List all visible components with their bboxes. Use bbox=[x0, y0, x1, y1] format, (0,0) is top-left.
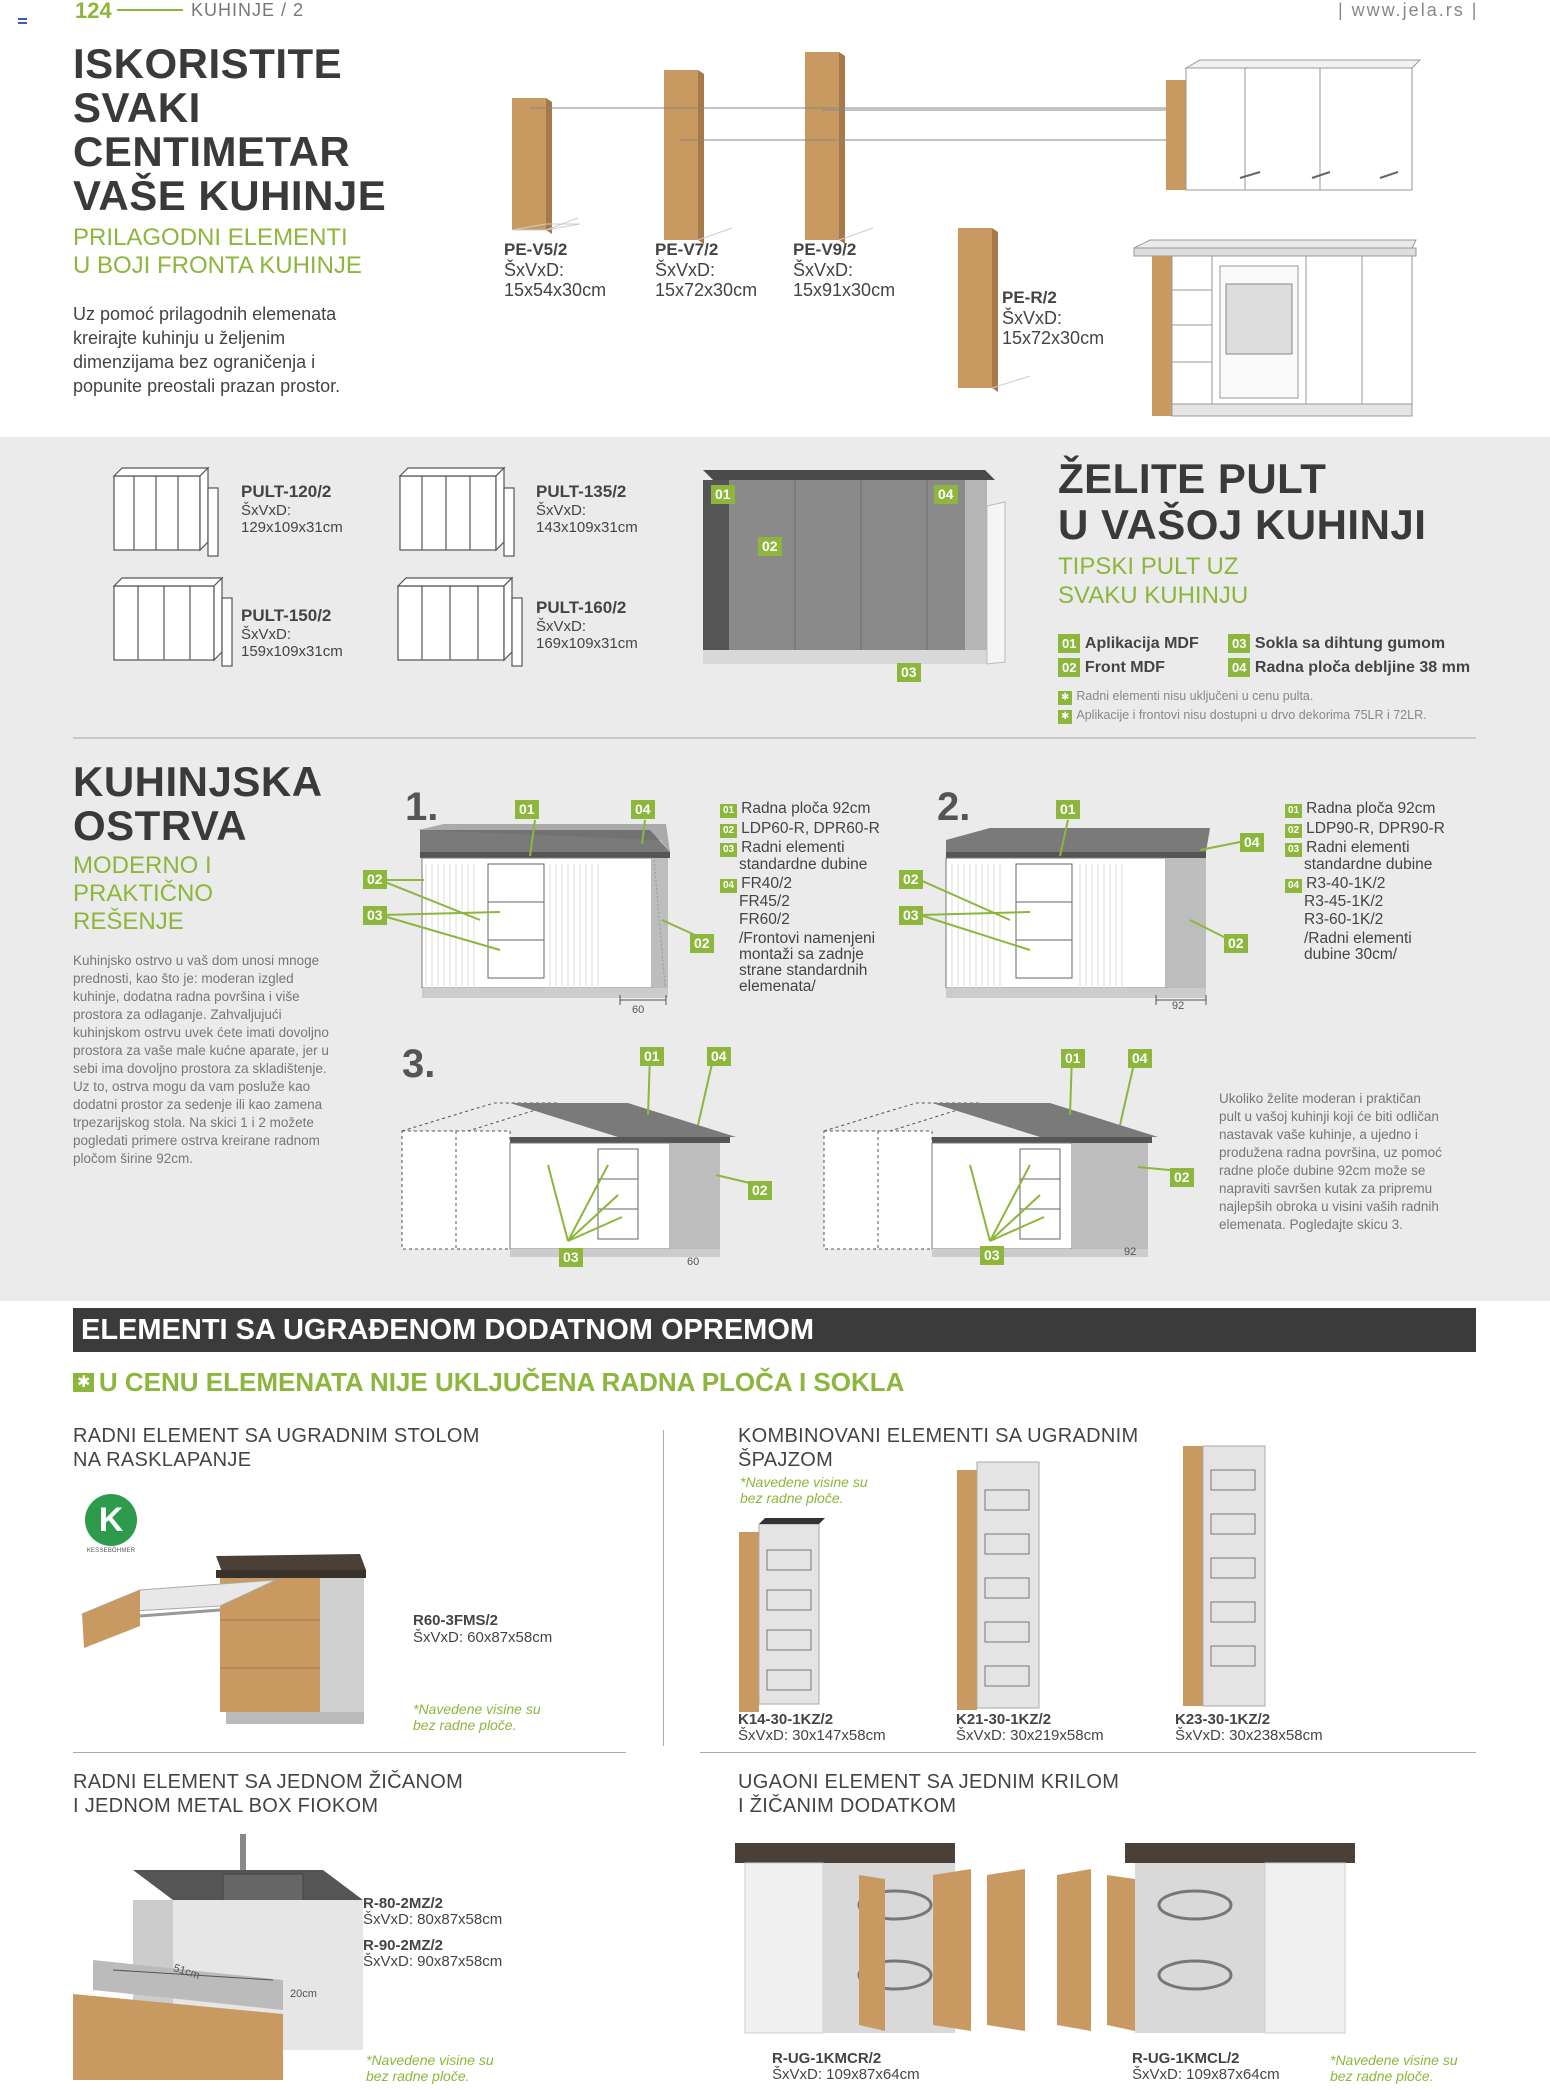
intro-title-line: SVAKI bbox=[73, 84, 201, 131]
legend-text: Radna ploča debljine 38 mm bbox=[1254, 659, 1471, 676]
legend-text: R3-40-1K/2 bbox=[1306, 875, 1386, 892]
intro-subtitle-line: PRILAGODNI ELEMENTI bbox=[73, 224, 348, 251]
hr-right bbox=[700, 1752, 1476, 1753]
pult-dims: 143x109x31cm bbox=[536, 519, 638, 536]
pult-note-text: Aplikacije i frontovi nisu dostupni u drvo dekorima 75LR i 72LR. bbox=[1076, 708, 1427, 722]
hr-left bbox=[73, 1752, 626, 1753]
legend-badge: 03 bbox=[720, 843, 737, 857]
note-line: *Navedene visine su bbox=[740, 1474, 868, 1490]
legend-text: Radni elementi bbox=[1306, 839, 1410, 856]
note-line: bez radne ploče. bbox=[366, 2068, 470, 2084]
s3a-width: 60 bbox=[687, 1256, 700, 1268]
ostrvo-body-line: pogledati primere ostrva kreirane radnom bbox=[73, 1133, 320, 1148]
product-code: PE-V9/2 bbox=[793, 240, 857, 259]
pult-notes bbox=[1058, 687, 1427, 725]
cat3-title bbox=[73, 1770, 463, 1818]
cat4-corner-images bbox=[735, 1835, 1475, 2045]
corner-right bbox=[735, 1843, 1025, 2033]
note-line: bez radne ploče. bbox=[740, 1490, 844, 1506]
s3a-label-02: 02 bbox=[748, 1181, 772, 1200]
product-dims-label: ŠxVxD: bbox=[1002, 308, 1063, 328]
legend-note-line: montaži sa zadnje bbox=[739, 946, 864, 963]
intro-title-line: VAŠE KUHINJE bbox=[73, 172, 387, 219]
ostrvo-body-line: Uz to, ostrva mogu da vam posluže kao bbox=[73, 1079, 311, 1094]
pult-code: PULT-135/2 bbox=[536, 482, 627, 501]
product-code: R60-3FMS/2 bbox=[413, 1612, 499, 1629]
legend-entry bbox=[720, 800, 920, 818]
product-pe-v7 bbox=[655, 240, 757, 300]
s3a-label-03: 03 bbox=[559, 1248, 583, 1267]
cat-title-line: RADNI ELEMENT SA JEDNOM ŽIČANOM bbox=[73, 1771, 464, 1793]
legend-badge: 03 bbox=[1285, 843, 1302, 857]
panel-pe-v5 bbox=[512, 98, 580, 234]
legend-text: R3-45-1K/2 bbox=[1304, 893, 1384, 910]
pult-legend-item bbox=[1058, 634, 1199, 653]
intro-title-line: CENTIMETAR bbox=[73, 128, 351, 175]
sketch-3-text bbox=[1219, 1090, 1489, 1234]
legend-entry bbox=[720, 875, 920, 929]
legend-badge: 04 bbox=[1285, 879, 1302, 893]
legend-text: R3-60-1K/2 bbox=[1304, 911, 1384, 928]
pantry-k21 bbox=[957, 1462, 1039, 1710]
product-dims: ŠxVxD: 109x87x64cm bbox=[1132, 2066, 1280, 2083]
legend-text: Aplikacija MDF bbox=[1084, 635, 1199, 652]
vertical-divider bbox=[663, 1430, 664, 1746]
legend-text: LDP90-R, DPR90-R bbox=[1306, 820, 1445, 837]
cat-title-line: I ŽIČANIM DODATKOM bbox=[738, 1795, 957, 1817]
cat-title-line: KOMBINOVANI ELEMENTI SA UGRADNIM bbox=[738, 1425, 1139, 1447]
star-icon: ✱ bbox=[1058, 710, 1072, 724]
island-sketch-1 bbox=[360, 800, 720, 1020]
product-code: PE-V5/2 bbox=[504, 240, 568, 259]
s1-label-04: 04 bbox=[631, 800, 655, 819]
logo-text: KESSEBÖHMER bbox=[86, 1548, 136, 1554]
product-code: K23-30-1KZ/2 bbox=[1175, 1711, 1271, 1728]
s3b-label-02: 02 bbox=[1170, 1168, 1194, 1187]
product-dims: ŠxVxD: 80x87x58cm bbox=[363, 1911, 503, 1928]
product-dims-label: ŠxVxD: bbox=[655, 260, 716, 280]
cat2-pantry-images bbox=[735, 1440, 1315, 1720]
ostrvo-body-line: prostora za vaše male kućne aparate, jer u bbox=[73, 1043, 329, 1058]
cat3-product-image bbox=[73, 1830, 373, 2090]
base-cabinets bbox=[1134, 240, 1416, 416]
corner-sketch-3b bbox=[820, 1045, 1180, 1265]
cat1-note bbox=[413, 1701, 541, 1733]
s2-label-02: 02 bbox=[899, 870, 923, 889]
pult-code: PULT-120/2 bbox=[241, 482, 332, 501]
sketch-3-text-line: Ukoliko želite moderan i praktičan bbox=[1219, 1091, 1421, 1106]
pult-subtitle-line: TIPSKI PULT UZ bbox=[1058, 553, 1239, 580]
s2-label-04: 04 bbox=[1240, 833, 1264, 852]
ostrvo-title bbox=[73, 760, 323, 848]
legend-entry bbox=[720, 820, 920, 838]
ostrvo-subtitle-line: REŠENJE bbox=[73, 908, 184, 935]
ostrvo-body-line: kuhinjskom ostrvu uvek ćete imati dovoljno bbox=[73, 1025, 329, 1040]
legend-entry bbox=[1285, 800, 1485, 818]
legend-text: LDP60-R, DPR60-R bbox=[741, 820, 880, 837]
product-code: K21-30-1KZ/2 bbox=[956, 1711, 1052, 1728]
cat3-note bbox=[366, 2052, 494, 2084]
cat2-item-k21 bbox=[956, 1712, 1104, 1744]
pult-label-03: 03 bbox=[897, 663, 921, 682]
s1-label-02: 02 bbox=[363, 870, 387, 889]
product-dims: 15x54x30cm bbox=[504, 280, 607, 300]
ostrvo-body-line: Kuhinjsko ostrvo u vaš dom unosi mnoge bbox=[73, 953, 320, 968]
cat-title-line: I JEDNOM METAL BOX FIOKOM bbox=[73, 1795, 379, 1817]
note-line: *Navedene visine su bbox=[1330, 2052, 1458, 2068]
legend-badge: 04 bbox=[720, 879, 737, 893]
legend-note-line: /Radni elementi bbox=[1304, 930, 1412, 947]
ostrvo-subtitle-line: MODERNO I bbox=[73, 852, 212, 879]
pult-dims-label: ŠxVxD: bbox=[536, 618, 587, 635]
s2-label-03: 03 bbox=[899, 906, 923, 925]
ostrvo-body bbox=[73, 952, 373, 1168]
drawer-height-label: 20cm bbox=[290, 1988, 317, 2000]
pult-note bbox=[1058, 687, 1427, 706]
cat1-product bbox=[413, 1612, 552, 1646]
legend-text: FR40/2 bbox=[741, 875, 792, 892]
intro-body-line: dimenzijama bez ograničenja i bbox=[73, 352, 316, 372]
intro-body-line: popunite preostali prazan prostor. bbox=[73, 376, 341, 396]
pult-subtitle-line: SVAKU KUHINJU bbox=[1058, 582, 1249, 609]
pult-label-02: 02 bbox=[758, 537, 782, 556]
pult-legend-item bbox=[1058, 658, 1165, 677]
legend-text: FR60/2 bbox=[739, 911, 790, 928]
menu-icon[interactable] bbox=[18, 18, 27, 24]
cat4-title bbox=[738, 1770, 1119, 1818]
legend-badge: 01 bbox=[1285, 804, 1302, 818]
product-dims: 15x72x30cm bbox=[1002, 328, 1105, 348]
pult-title-line: U VAŠOJ KUHINJI bbox=[1058, 501, 1427, 548]
divider bbox=[73, 737, 1476, 739]
equipment-subtitle bbox=[73, 1366, 904, 1398]
s1-label-03: 03 bbox=[363, 906, 387, 925]
intro-subtitle-line: U BOJI FRONTA KUHINJE bbox=[73, 252, 362, 279]
star-icon: ✱ bbox=[1058, 691, 1072, 705]
sketch-3-text-line: napraviti savršen kutak za pripremu bbox=[1219, 1181, 1433, 1196]
product-dims: ŠxVxD: 30x147x58cm bbox=[738, 1727, 886, 1744]
cat-title-line: NA RASKLAPANJE bbox=[73, 1449, 252, 1471]
legend-entry bbox=[1285, 820, 1485, 838]
intro-body-line: Uz pomoć prilagodnih elemenata bbox=[73, 304, 337, 324]
intro-subtitle bbox=[73, 224, 362, 280]
sketch-2-legend bbox=[1285, 800, 1485, 963]
s2-label-01: 01 bbox=[1056, 800, 1080, 819]
island-sketch-2 bbox=[900, 800, 1240, 1020]
page-number: 124 bbox=[75, 0, 112, 23]
website-link[interactable]: | www.jela.rs | bbox=[1338, 0, 1479, 20]
product-dims: ŠxVxD: 30x219x58cm bbox=[956, 1727, 1104, 1744]
pult-dims-label: ŠxVxD: bbox=[241, 626, 292, 643]
ostrvo-body-line: pločom širine 92cm. bbox=[73, 1151, 194, 1166]
pult-label-01: 01 bbox=[711, 485, 735, 504]
s2-label-02b: 02 bbox=[1224, 934, 1248, 953]
cat2-item-k14 bbox=[738, 1712, 886, 1744]
cat4-item-right bbox=[772, 2051, 920, 2083]
ostrvo-body-line: prostora za odlaganje. Zahvaljujući bbox=[73, 1007, 282, 1022]
cat4-note bbox=[1330, 2052, 1458, 2084]
legend-badge: 01 bbox=[1058, 634, 1080, 653]
s1-label-01: 01 bbox=[515, 800, 539, 819]
product-code: R-UG-1KMCR/2 bbox=[772, 2050, 882, 2067]
ostrvo-body-line: trpezarijskog stola. Na skici 1 i 2 možete bbox=[73, 1115, 314, 1130]
legend-text: standardne dubine bbox=[1304, 856, 1433, 873]
legend-text: Front MDF bbox=[1084, 659, 1165, 676]
product-code: K14-30-1KZ/2 bbox=[738, 1711, 834, 1728]
s3b-label-03: 03 bbox=[980, 1246, 1004, 1265]
legend-badge: 04 bbox=[1228, 658, 1250, 677]
sketch-3-text-line: produžena radna površina, uz pomoć bbox=[1219, 1145, 1442, 1160]
cat3-product-list bbox=[363, 1896, 502, 1970]
sketch-3-text-line: najlepših obroka u visini vaših radnih bbox=[1219, 1199, 1439, 1214]
legend-text: Sokla sa dihtung gumom bbox=[1254, 635, 1446, 652]
pult-item-160 bbox=[536, 598, 638, 652]
legend-badge: 02 bbox=[720, 824, 737, 838]
note-line: *Navedene visine su bbox=[413, 1701, 541, 1717]
legend-text: standardne dubine bbox=[739, 856, 868, 873]
legend-badge: 03 bbox=[1228, 634, 1250, 653]
panel-pe-v7 bbox=[664, 70, 732, 244]
equipment-section-bar: ELEMENTI SA UGRAĐENOM DODATNOM OPREMOM bbox=[73, 1308, 1476, 1352]
s1-label-02b: 02 bbox=[690, 934, 714, 953]
legend-note bbox=[720, 931, 920, 995]
intro-title-line: ISKORISTITE bbox=[73, 40, 343, 87]
sketch-2-number: 2. bbox=[937, 785, 971, 829]
pult-note-text: Radni elementi nisu uključeni u cenu pulta. bbox=[1076, 689, 1314, 703]
sketch-3-text-line: radne ploče dubine 92cm može se bbox=[1219, 1163, 1426, 1178]
product-code: R-90-2MZ/2 bbox=[363, 1937, 444, 1954]
pult-legend-item bbox=[1228, 658, 1470, 677]
legend-badge: 02 bbox=[1058, 658, 1080, 677]
legend-note-line: strane standardnih bbox=[739, 962, 868, 979]
wall-cabinets bbox=[1166, 60, 1420, 190]
sketch-3-number: 3. bbox=[402, 1042, 436, 1086]
product-dims: ŠxVxD: 109x87x64cm bbox=[772, 2066, 920, 2083]
pult-title bbox=[1058, 456, 1426, 548]
product-dims: ŠxVxD: 30x238x58cm bbox=[1175, 1727, 1323, 1744]
cat-title-line: RADNI ELEMENT SA UGRADNIM STOLOM bbox=[73, 1425, 480, 1447]
ostrvo-subtitle-line: PRAKTIČNO bbox=[73, 880, 214, 907]
legend-text: Radni elementi bbox=[741, 839, 845, 856]
star-icon: ✱ bbox=[73, 1373, 94, 1392]
legend-note-line: dubine 30cm/ bbox=[1304, 946, 1398, 963]
pult-dims: 159x109x31cm bbox=[241, 643, 343, 660]
pult-render bbox=[695, 466, 1015, 686]
legend-text: Radna ploča 92cm bbox=[741, 800, 871, 817]
section-label: KUHINJE / 2 bbox=[191, 0, 305, 20]
sketch-3-text-line: nastavak vaše kuhinje, a ujedno i bbox=[1219, 1127, 1418, 1142]
s3b-label-01: 01 bbox=[1061, 1049, 1085, 1068]
k-logo-icon: K bbox=[85, 1494, 137, 1546]
product-pe-v5 bbox=[504, 240, 606, 300]
s3b-label-04: 04 bbox=[1128, 1049, 1152, 1068]
ostrvo-title-line: KUHINJSKA bbox=[73, 758, 323, 805]
product-code: R-80-2MZ/2 bbox=[363, 1895, 444, 1912]
product-code: PE-R/2 bbox=[1002, 288, 1057, 307]
legend-badge: 02 bbox=[1285, 824, 1302, 838]
sketch-3-text-line: elemenata. Pogledajte skicu 3. bbox=[1219, 1217, 1403, 1232]
product-dims: ŠxVxD: 60x87x58cm bbox=[413, 1629, 553, 1646]
page-header bbox=[0, 0, 1550, 24]
s3a-label-04: 04 bbox=[707, 1047, 731, 1066]
product-dims-label: ŠxVxD: bbox=[504, 260, 565, 280]
intro-body-line: kreirajte kuhinju u željenim bbox=[73, 328, 286, 348]
legend-entry bbox=[1285, 840, 1485, 873]
cat1-product-image bbox=[80, 1540, 420, 1740]
product-code: R-UG-1KMCL/2 bbox=[1132, 2050, 1240, 2067]
cat-title-line: ŠPAJZOM bbox=[738, 1449, 834, 1471]
legend-text: FR45/2 bbox=[739, 893, 790, 910]
s1-width: 60 bbox=[632, 1004, 645, 1016]
product-dims: 15x91x30cm bbox=[793, 280, 896, 300]
pult-dims: 169x109x31cm bbox=[536, 635, 638, 652]
s3a-label-01: 01 bbox=[640, 1047, 664, 1066]
pult-item-135 bbox=[536, 482, 638, 536]
pult-dims-label: ŠxVxD: bbox=[536, 502, 587, 519]
pult-dims-label: ŠxVxD: bbox=[241, 502, 292, 519]
ostrvo-title-line: OSTRVA bbox=[73, 802, 248, 849]
equipment-subtitle-text: U CENU ELEMENATA NIJE UKLJUČENA RADNA PLOČA I SOKLA bbox=[98, 1367, 905, 1397]
legend-entry bbox=[1285, 875, 1485, 929]
sketch-1-number: 1. bbox=[405, 785, 439, 829]
panel-pe-v9 bbox=[805, 52, 873, 244]
drawer-width-label: 51cm bbox=[171, 1962, 202, 1982]
note-line: *Navedene visine su bbox=[366, 2052, 494, 2068]
pantry-k23 bbox=[1183, 1446, 1265, 1706]
pult-note bbox=[1058, 706, 1427, 725]
ostrvo-body-line: kuhinje, dodatna radna površina i više bbox=[73, 989, 300, 1004]
product-dims: ŠxVxD: 90x87x58cm bbox=[363, 1953, 503, 1970]
header-rule bbox=[117, 9, 183, 11]
legend-note-line: /Frontovi namenjeni bbox=[739, 930, 876, 947]
corner-left bbox=[1057, 1843, 1355, 2033]
pantry-k14 bbox=[739, 1518, 825, 1712]
product-dims: 15x72x30cm bbox=[655, 280, 758, 300]
cat-title-line: UGAONI ELEMENT SA JEDNIM KRILOM bbox=[738, 1771, 1120, 1793]
sketch-1-legend bbox=[720, 800, 920, 995]
intro-title bbox=[73, 42, 386, 218]
corner-sketch-3a bbox=[398, 1045, 758, 1265]
intro-body bbox=[73, 302, 340, 398]
pult-subtitle bbox=[1058, 552, 1248, 610]
pult-code: PULT-160/2 bbox=[536, 598, 627, 617]
product-pe-r bbox=[1002, 288, 1104, 348]
ostrvo-body-line: sebi ima dovoljno prostora za skladištenje. bbox=[73, 1061, 327, 1076]
note-line: bez radne ploče. bbox=[1330, 2068, 1434, 2084]
s3b-width: 92 bbox=[1124, 1246, 1137, 1258]
pult-item-150 bbox=[241, 606, 343, 660]
filler-panels-illustration bbox=[500, 40, 1420, 430]
pult-title-line: ŽELITE PULT bbox=[1058, 455, 1327, 502]
note-line: bez radne ploče. bbox=[413, 1717, 517, 1733]
legend-note bbox=[1285, 931, 1485, 963]
cat4-item-left bbox=[1132, 2051, 1280, 2083]
legend-entry bbox=[720, 840, 920, 873]
ostrvo-body-line: prednosti, kao što je: moderan izgled bbox=[73, 971, 294, 986]
product-code: PE-V7/2 bbox=[655, 240, 719, 259]
pult-label-04: 04 bbox=[934, 485, 958, 504]
pult-legend-item bbox=[1228, 634, 1445, 653]
ostrvo-body-line: dodatni prostor za sedenje ili kao zamena bbox=[73, 1097, 323, 1112]
pult-dims: 129x109x31cm bbox=[241, 519, 343, 536]
legend-badge: 01 bbox=[720, 804, 737, 818]
legend-text: Radna ploča 92cm bbox=[1306, 800, 1436, 817]
legend-note-line: elemenata/ bbox=[739, 978, 816, 995]
cat1-title bbox=[73, 1424, 480, 1472]
s2-width: 92 bbox=[1172, 1000, 1185, 1012]
cat2-item-k23 bbox=[1175, 1712, 1323, 1744]
product-pe-v9 bbox=[793, 240, 895, 300]
pult-item-120 bbox=[241, 482, 343, 536]
ostrvo-subtitle bbox=[73, 852, 213, 936]
sketch-3-text-line: pult u vašoj kuhinji koji će biti odličan bbox=[1219, 1109, 1439, 1124]
product-dims-label: ŠxVxD: bbox=[793, 260, 854, 280]
pult-code: PULT-150/2 bbox=[241, 606, 332, 625]
